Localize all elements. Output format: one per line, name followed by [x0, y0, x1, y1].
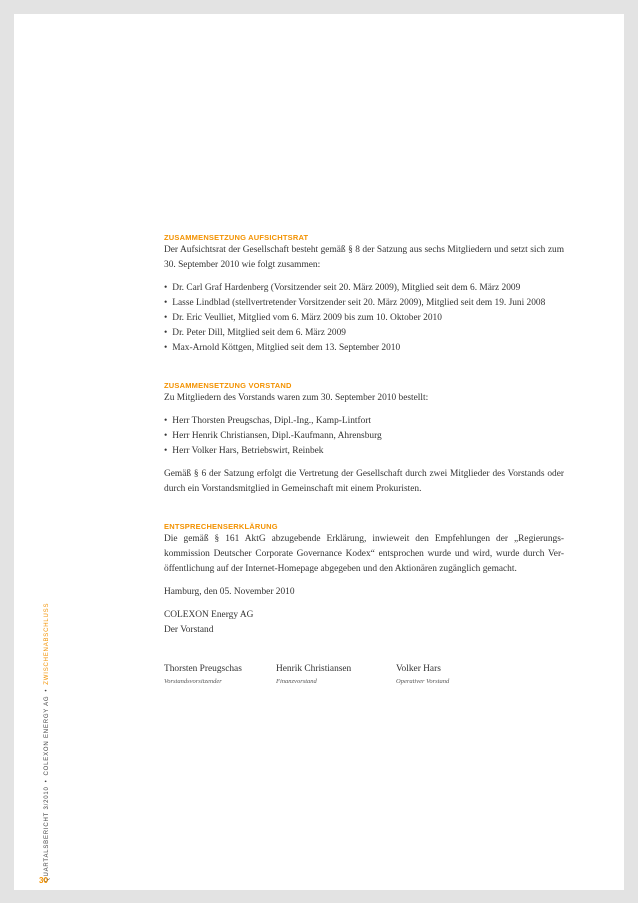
board-line: Der Vorstand [164, 625, 214, 635]
supervisory-heading: ZUSAMMENSETZUNG AUFSICHTSRAT [164, 233, 309, 242]
separator-dot: • [44, 688, 50, 692]
separator-dot: • [44, 779, 50, 783]
list-item: • Dr. Carl Graf Hardenberg (Vorsitzender seit 20. März 2009), Mitglied seit dem 6. März 2009 [164, 281, 564, 296]
list-item: • Herr Henrik Christiansen, Dipl.-Kaufmann, Ahrensburg [164, 429, 564, 444]
list-item: • Dr. Peter Dill, Mitglied seit dem 6. März 2009 [164, 326, 564, 341]
signature-title: Finanzvorstand [276, 678, 317, 685]
signature-name: Thorsten Preugschas [164, 664, 242, 674]
company-line: COLEXON Energy AG [164, 610, 254, 620]
section-name: ZWISCHENABSCHLUSS [44, 602, 50, 685]
signature-title: Vorstandsvorsitzender [164, 678, 222, 685]
main-content [164, 232, 564, 687]
declaration-heading: ENTSPRECHENSERKLÄRUNG [164, 522, 278, 531]
page [14, 14, 624, 890]
board-heading: ZUSAMMENSETZUNG VORSTAND [164, 381, 292, 390]
company-name: COLEXON ENERGY AG [44, 695, 50, 776]
signature-name: Henrik Christiansen [276, 664, 352, 674]
signature-name: Volker Hars [396, 664, 441, 674]
list-item: • Herr Volker Hars, Betriebswirt, Reinbek [164, 444, 564, 459]
signature-3 [396, 662, 449, 687]
signature-2 [276, 662, 396, 687]
board-representation: Gemäß § 6 der Satzung erfolgt die Vertretung der Gesellschaft durch zwei Mitglieder des Vorstands oder durch ein Vorstandsmitglied in Gemeinschaft mit einem Prokuristen. [164, 469, 564, 494]
report-title: QUARTALSBERICHT 3/2010 [44, 786, 50, 882]
list-item: • Dr. Eric Veulliet, Mitglied vom 6. März 2009 bis zum 10. Oktober 2010 [164, 311, 564, 326]
list-item: • Lasse Lindblad (stellvertretender Vorsitzender seit 20. März 2009), Mitglied seit dem 19. Juni 2008 [164, 296, 564, 311]
declaration-text: Die gemäß § 161 AktG abzugebende Erklärung, inwieweit den Empfehlungen der „Regierungs-kommission Deutscher Corporate Governance Kodex“ entsprochen wurde und wird, wurde durch Ver-öffentlichung auf der Internet-Homepage abgegeben und den Aktionären zugänglich gemacht. [164, 534, 564, 574]
supervisory-intro: Der Aufsichtsrat der Gesellschaft besteht gemäß § 8 der Satzung aus sechs Mitgliedern und setzt sich zum 30. September 2010 wie folgt zusammen: [164, 245, 564, 270]
list-item: • Max-Arnold Köttgen, Mitglied seit dem 13. September 2010 [164, 341, 564, 356]
sidebar-running-header [44, 603, 50, 882]
signature-block [164, 662, 564, 687]
signature-1 [164, 662, 276, 687]
board-members [164, 414, 564, 459]
place-date: Hamburg, den 05. November 2010 [164, 587, 295, 597]
list-item: • Herr Thorsten Preugschas, Dipl.-Ing., Kamp-Lintfort [164, 414, 564, 429]
supervisory-members [164, 281, 564, 356]
page-number: 30 [39, 876, 48, 885]
board-intro: Zu Mitgliedern des Vorstands waren zum 30. September 2010 bestellt: [164, 393, 429, 403]
signature-title: Operativer Vorstand [396, 678, 450, 685]
